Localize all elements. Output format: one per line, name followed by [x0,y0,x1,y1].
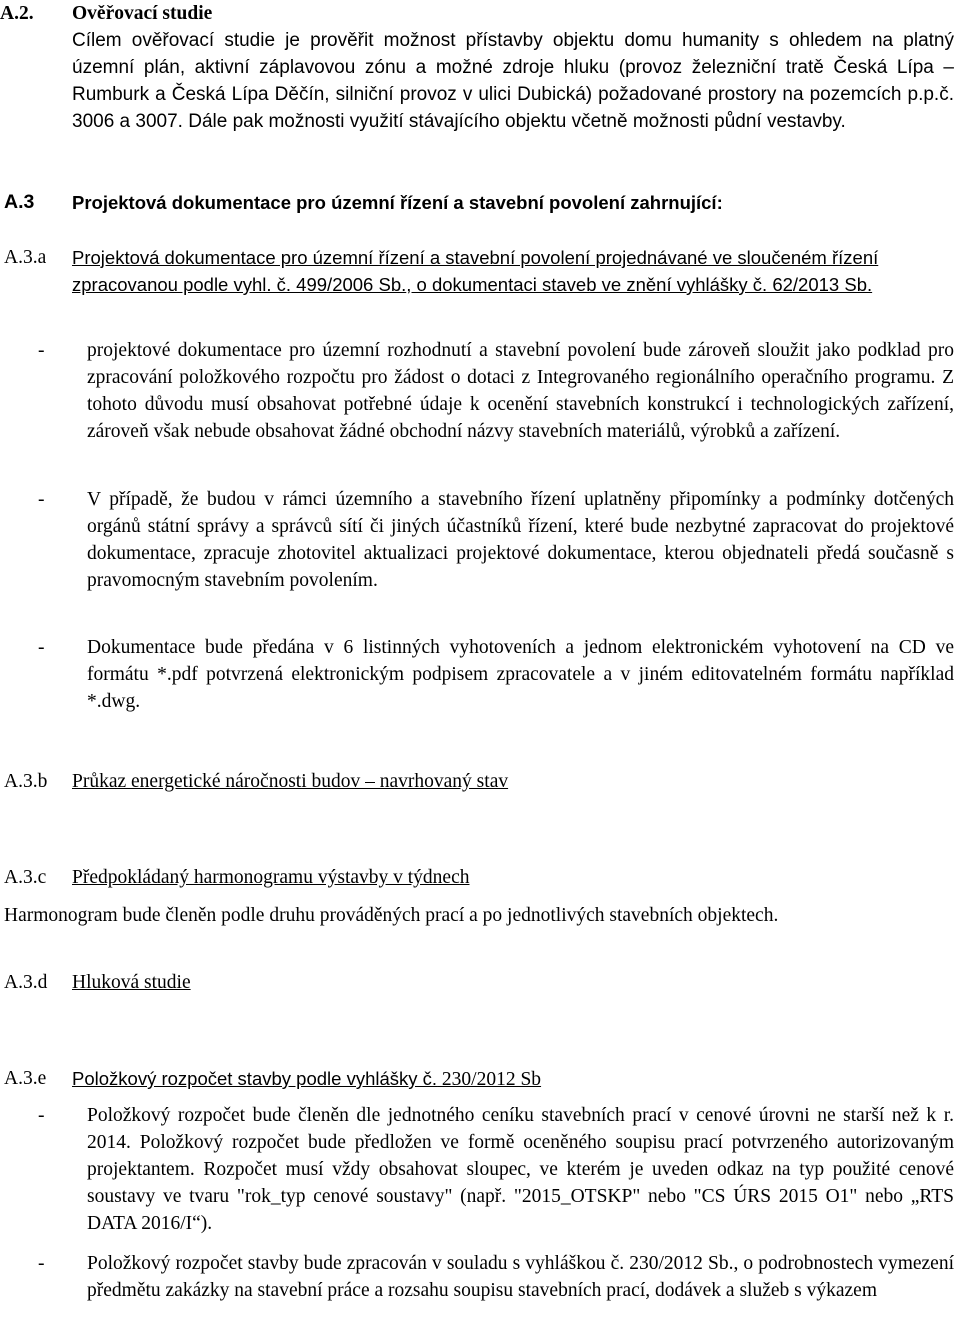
section-title: Předpokládaný harmonogramu výstavby v týdnech [72,867,470,888]
section-a3a [0,244,960,298]
list-item-text: projektové dokumentace pro územní rozhodnutí a stavební povolení bude zároveň sloužit jako podklad pro zpracování položkového rozpočtu pro žádost o dotaci z Integrovaného regionálního operačního programu. Z tohoto důvodu musí obsahovat potřebné údaje k ocenění stavebních konstrukcí i technologických zařízení, zároveň však nebude obsahovat žádné obchodní názvy stavebních materiálů, výrobků a zařízení. [87,340,954,442]
section-a3 [0,189,960,216]
section-title: Projektová dokumentace pro územní řízení a stavební povolení zahrnující: [72,192,723,213]
title-part-1: Projektová dokumentace pro územní řízení a stavební povolení projednávané ve sloučeném řízení zpracovanou podle vyhl. č. 499/2006 Sb. [72,247,879,295]
section-title [72,244,960,298]
list-item [0,1102,960,1237]
bullet-list-a3e [0,1102,960,1237]
list-item-text: Položkový rozpočet stavby bude zpracován v souladu s vyhláškou č. 230/2012 Sb., o podrobnostech vymezení předmětu zakázky na stavební práce a rozsahu soupisu stavebních prací, dodávek a služeb s výkazem [87,1253,954,1301]
section-a3e [0,1065,960,1093]
bullet-list-a3e-2 [0,1250,960,1304]
section-number: A.3.a [4,247,47,268]
section-body: Cílem ověřovací studie je prověřit možnost přístavby objektu domu humanity s ohledem na platný územní plán, aktivní záplavovou zónu a možné zdroje hluku (provoz železniční tratě Česká Lípa – Rumburk a Česká Lípa Děčín, silniční provoz v ulici Dubická) požadované prostory na pozemcích p.p.č. 3006 a 3007. Dále pak možnosti využití stávajícího objektu včetně možnosti půdní vestavby. [72,30,954,132]
section-title [72,1065,960,1093]
section-a3c [0,864,960,891]
section-number: A.3 [4,191,35,213]
section-title: Průkaz energetické náročnosti budov – navrhovaný stav [72,771,509,792]
section-a3c-body: Harmonogram bude členěn podle druhu prováděných prací a po jednotlivých stavebních objektech. [4,905,779,926]
bullet-dash: - [38,1105,45,1126]
section-a2 [0,0,960,135]
title-part-2: , o dokumentaci staveb ve znění vyhlášky č. 62/2013 Sb. [406,274,873,295]
bullet-dash: - [38,637,45,658]
section-number: A.2. [0,3,34,24]
section-title: Hluková studie [72,972,191,993]
section-a3b [0,768,960,795]
bullet-list-a3a-3 [0,634,960,715]
list-item [0,486,960,594]
list-item [0,634,960,715]
section-a3d [0,969,960,996]
section-number: A.3.e [4,1068,47,1089]
list-item [0,1250,960,1304]
list-item-text: V případě, že budou v rámci územního a stavebního řízení uplatněny připomínky a podmínky dotčených orgánů státní správy a správců sítí či jiných účastníků řízení, které bude nezbytné zapracovat do projektové dokumentace, zpracuje zhotovitel aktualizaci projektové dokumentace, kterou objednateli předá současně s pravomocným stavebním povolením. [87,489,954,591]
bullet-dash: - [38,489,45,510]
section-title: Ověřovací studie [72,3,213,24]
title-part-2: 230/2012 Sb [437,1069,542,1090]
bullet-dash: - [38,1253,45,1274]
section-number: A.3.c [4,867,47,888]
bullet-dash: - [38,340,45,361]
list-item-text: Dokumentace bude předána v 6 listinných vyhotoveních a jednom elektronickém vyhotovení na CD ve formátu *.pdf potvrzená elektronickým podpisem zpracovatele a v jiném editovatelném formátu například *.dwg. [87,637,954,712]
bullet-list-a3a [0,337,960,445]
list-item [0,337,960,445]
title-part-1: Položkový rozpočet stavby podle vyhlášky č. [72,1068,438,1089]
section-number: A.3.d [4,972,48,993]
list-item-text: Položkový rozpočet bude členěn dle jednotného ceníku stavebních prací v cenové úrovni ne starší než k r. 2014. Položkový rozpočet bude předložen ve formě oceněného soupisu prací potvrzeného autorizovaným projektantem. Rozpočet musí vždy obsahovat sloupec, ve kterém je uveden odkaz na typ použité cenové soustavy ve tvaru "rok_typ cenové soustavy" (např. "2015_OTSKP" nebo "CS ÚRS 2015 O1" nebo „RTS DATA 2016/I“). [87,1105,954,1234]
section-number: A.3.b [4,771,48,792]
bullet-list-a3a-2 [0,486,960,594]
